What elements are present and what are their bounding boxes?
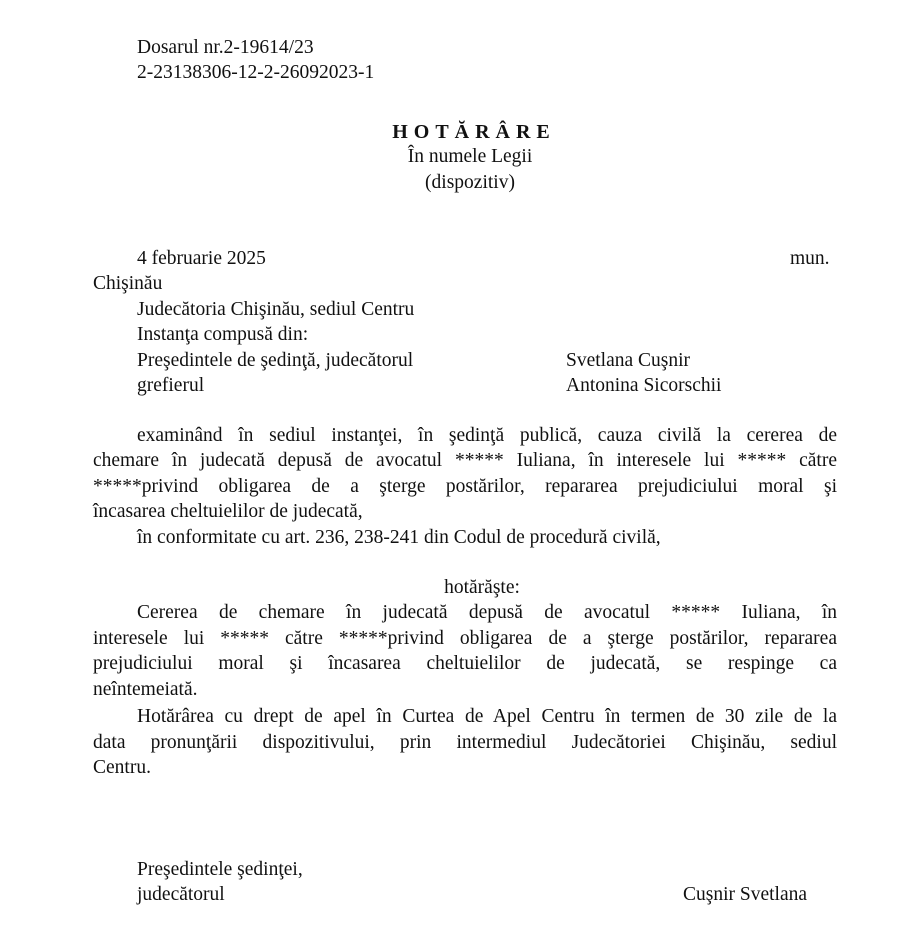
case-id: 2-23138306-12-2-26092023-1: [137, 62, 375, 83]
decision-line: Cererea de chemare în judecată depusă de avocatul ***** Iuliana, în: [137, 602, 837, 623]
presiding-role: Preşedintele de şedinţă, judecătorul: [137, 350, 414, 371]
appeal-line: data pronunţării dispozitivului, prin intermediul Judecătoriei Chişinău, sediul: [93, 732, 837, 753]
document-title: HOTĂRÂRE: [392, 121, 556, 143]
intro-line: încasarea cheltuielilor de judecată,: [93, 501, 363, 522]
intro-line: chemare în judecată depusă de avocatul ***** Iuliana, în interesele lui ***** către: [93, 450, 837, 471]
decision-line: interesele lui ***** către *****privind obligarea de a şterge postărilor, repararea: [93, 628, 837, 649]
clerk-role: grefierul: [137, 375, 205, 396]
intro-line: examinând în sediul instanţei, în şedinţă publică, cauza civilă la cererea de: [137, 425, 837, 446]
decision-heading: hotărăşte:: [444, 577, 520, 598]
legal-basis: în conformitate cu art. 236, 238-241 din Codul de procedură civilă,: [137, 527, 661, 548]
place-name: Chişinău: [93, 273, 163, 294]
clerk-name: Antonina Sicorschii: [566, 375, 722, 396]
place-prefix: mun.: [790, 248, 830, 269]
document-subtitle: În numele Legii: [407, 146, 533, 167]
signature-role-judge: judecătorul: [137, 884, 225, 905]
document-note: (dispozitiv): [425, 172, 515, 193]
decision-line: prejudiciului moral şi încasarea cheltuielilor de judecată, se respinge ca: [93, 653, 837, 674]
decision-date: 4 februarie 2025: [137, 248, 266, 269]
case-number: Dosarul nr.2-19614/23: [137, 37, 314, 58]
signature-name: Cuşnir Svetlana: [683, 884, 808, 905]
composition-label: Instanţa compusă din:: [137, 324, 309, 345]
presiding-name: Svetlana Cuşnir: [566, 350, 691, 371]
decision-line: neîntemeiată.: [93, 679, 198, 700]
appeal-line: Hotărârea cu drept de apel în Curtea de Apel Centru în termen de 30 zile de la: [137, 706, 837, 727]
signature-role: Preşedintele şedinţei,: [137, 859, 303, 880]
intro-line: *****privind obligarea de a şterge postărilor, repararea prejudiciului moral şi: [93, 476, 837, 497]
appeal-line: Centru.: [93, 757, 151, 778]
court-name: Judecătoria Chişinău, sediul Centru: [137, 299, 415, 320]
